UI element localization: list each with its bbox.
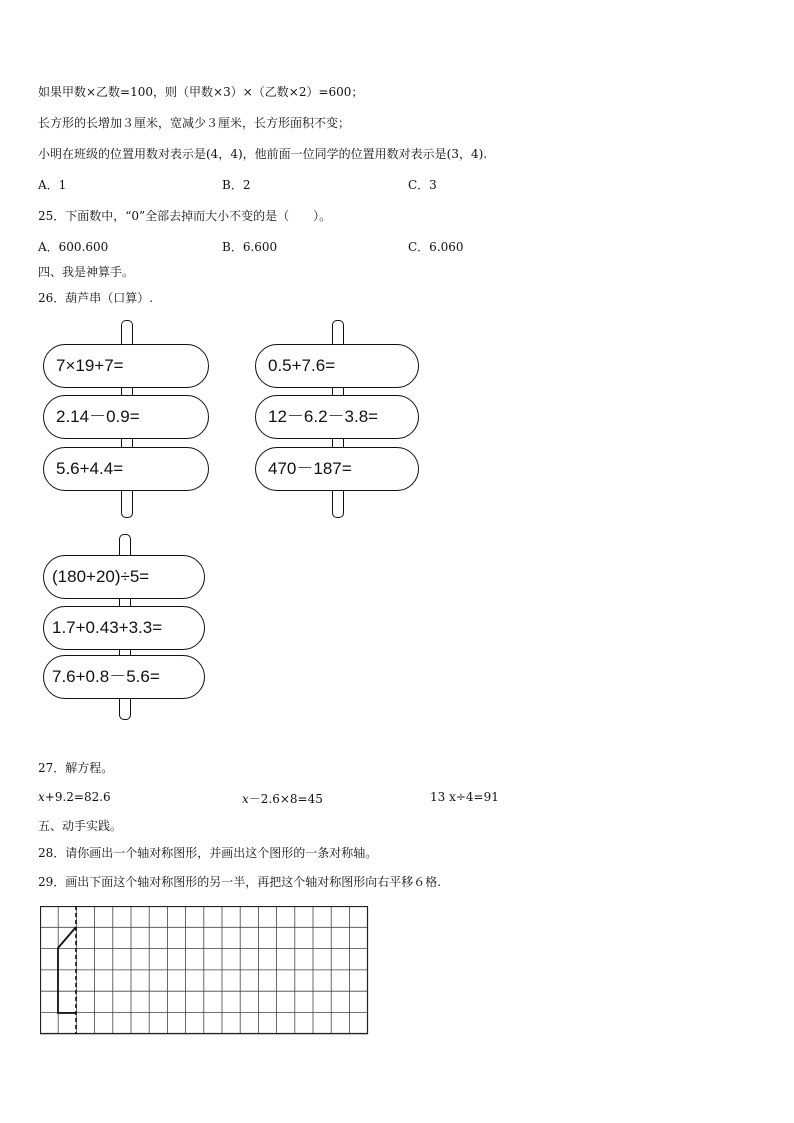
q24-option-c: C．3: [408, 178, 437, 192]
skewer-2-item-2: 12－6.2－3.8=: [255, 395, 419, 439]
gourd-skewer-1: [43, 320, 209, 516]
skewer-2-item-1: 0.5+7.6=: [255, 344, 419, 388]
q25-option-b: B．6.600: [222, 240, 278, 254]
q25-option-c: C．6.060: [408, 240, 464, 254]
equation-3: 13 x÷4=91: [430, 790, 499, 804]
q26-text: 26．葫芦串（口算）.: [38, 291, 154, 305]
q25-text: 25．下面数中，“0”全部去掉而大小不变的是（ ）。: [38, 209, 332, 223]
q24-option-a: A．1: [38, 178, 67, 192]
q25-option-a: A．600.600: [38, 240, 109, 254]
skewer-3-item-2: 1.7+0.43+3.3=: [43, 606, 205, 650]
grid-svg: [40, 906, 370, 1036]
drawing-grid[interactable]: [40, 906, 370, 1040]
skewer-3-item-3: 7.6+0.8－5.6=: [43, 655, 205, 699]
skewer-3-item-1: (180+20)÷5=: [43, 555, 205, 599]
gourd-skewer-2: [255, 320, 419, 516]
q28-text: 28．请你画出一个轴对称图形，并画出这个图形的一条对称轴。: [38, 846, 378, 860]
statement-3: 小明在班级的位置用数对表示是(4，4)，他前面一位同学的位置用数对表示是(3，4).: [38, 147, 488, 161]
section-5-heading: 五、动手实践。: [38, 819, 123, 833]
q24-option-b: B．2: [222, 178, 251, 192]
statement-2: 长方形的长增加３厘米，宽减少３厘米，长方形面积不变；: [38, 116, 351, 130]
equation-2: x－2.6×8=45: [242, 792, 323, 806]
equation-1: x+9.2=82.6: [38, 790, 111, 804]
q27-text: 27．解方程。: [38, 761, 114, 775]
skewer-1-item-1: 7×19+7=: [43, 344, 209, 388]
skewer-1-item-3: 5.6+4.4=: [43, 447, 209, 491]
statement-1: 如果甲数×乙数=100，则（甲数×3）×（乙数×2）=600；: [38, 85, 364, 99]
q29-text: 29．画出下面这个轴对称图形的另一半，再把这个轴对称图形向右平移６格.: [38, 875, 442, 889]
skewer-1-item-2: 2.14－0.9=: [43, 395, 209, 439]
skewer-2-item-3: 470－187=: [255, 447, 419, 491]
gourd-skewer-3: [43, 534, 205, 718]
section-4-heading: 四、我是神算手。: [38, 265, 135, 279]
